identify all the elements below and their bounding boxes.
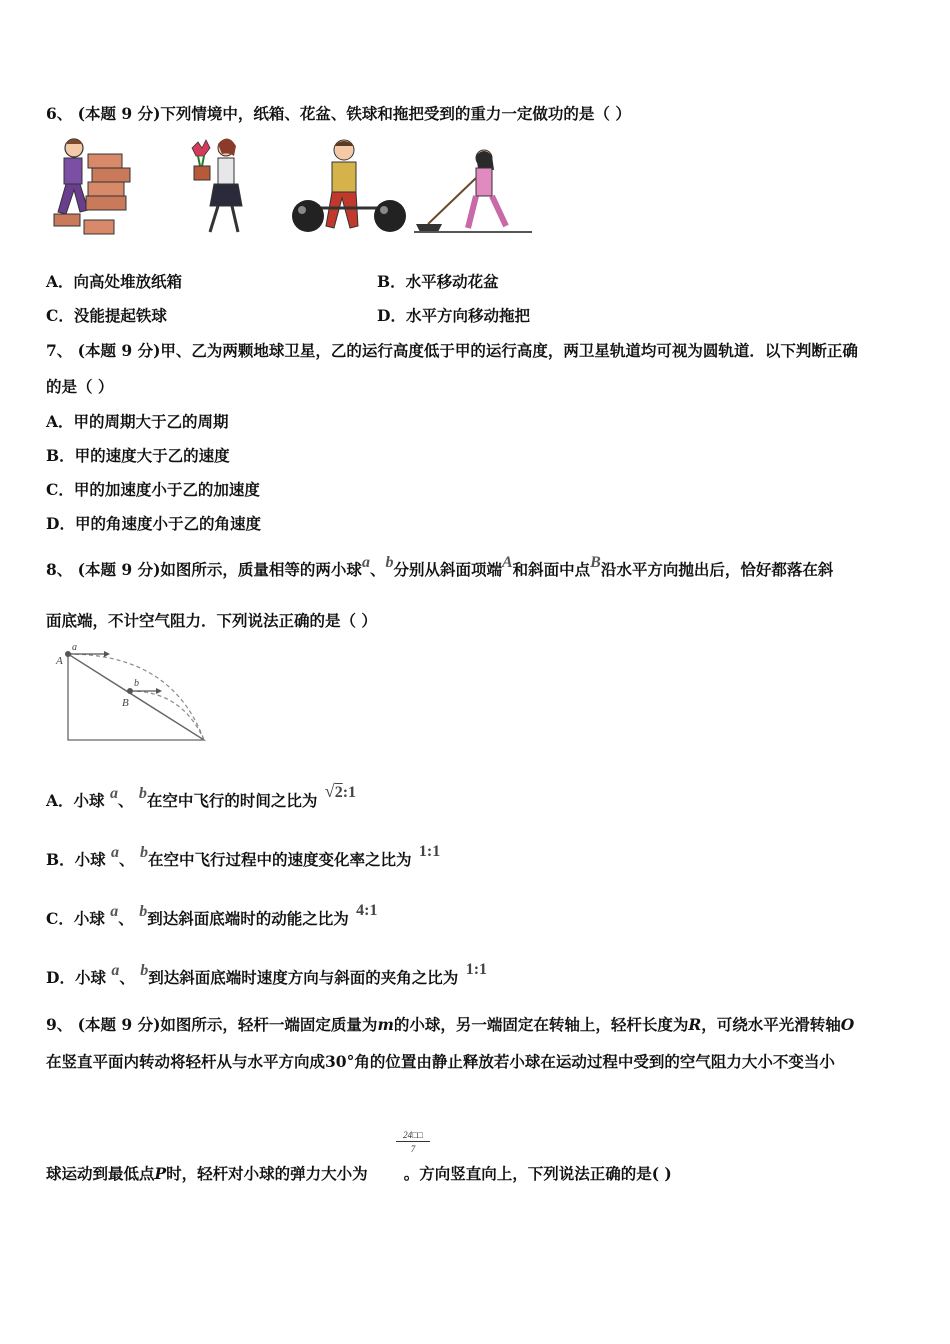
woman-mopping-floor-image bbox=[414, 150, 532, 232]
q9-var-m: m bbox=[377, 1015, 394, 1034]
q8-option-c-text: 到达斜面底端时的动能之比为 bbox=[147, 909, 349, 928]
q8-option-c-ratio: 4:1 bbox=[356, 902, 378, 919]
q6-option-a[interactable]: A．向高处堆放纸箱 bbox=[46, 272, 183, 291]
q8-stem-part2: 分别从斜面项端 bbox=[393, 560, 502, 579]
q7-stem-line2: 的是（ ） bbox=[46, 377, 114, 396]
q6-option-b[interactable]: B．水平移动花盆 bbox=[377, 272, 499, 291]
q8-option-b-letter: B． bbox=[46, 850, 75, 869]
q9-l3a: 球运动到最低点 bbox=[46, 1164, 155, 1183]
q9-stem-line2: 在竖直平面内转动将轻杆从与水平方向成30°角的位置由静止释放若小球在运动过程中受到的空气阻力大小不变当小 bbox=[46, 1052, 835, 1071]
q8-var-A: A bbox=[501, 554, 513, 571]
q9-l3b: 时，轻杆对小球的弹力大小为 bbox=[166, 1164, 368, 1183]
q7-option-b[interactable]: B．甲的速度大于乙的速度 bbox=[46, 446, 230, 465]
q8-option-d-sep: 、 bbox=[119, 968, 135, 987]
q6-illustrations bbox=[44, 134, 534, 242]
q7-stem-line1: 7、 (本题 9 分)甲、乙为两颗地球卫星，乙的运行高度低于甲的运行高度，两卫星轨道均可视为圆轨道．以下判断正确 bbox=[46, 341, 858, 360]
q8-option-c-prefix: 小球 bbox=[73, 909, 105, 928]
fig-label-A: A bbox=[56, 655, 63, 667]
q8-option-a-prefix: 小球 bbox=[73, 791, 105, 810]
q8-option-a-var-a: a bbox=[109, 785, 118, 802]
q8-stem-part3: 和斜面中点 bbox=[512, 560, 591, 579]
q8-option-b-var-a: a bbox=[111, 844, 120, 861]
q8-option-c-var-b: b bbox=[139, 903, 148, 920]
q8-option-b-sep: 、 bbox=[119, 850, 135, 869]
q8-option-d-prefix: 小球 bbox=[74, 968, 106, 987]
q6-option-d[interactable]: D．水平方向移动拖把 bbox=[377, 306, 530, 325]
q8-option-c[interactable] bbox=[46, 902, 378, 929]
q9-stem-line3 bbox=[46, 1162, 672, 1184]
q9-l1c: ，可绕水平光滑转轴 bbox=[701, 1015, 841, 1034]
q8-option-b-var-b: b bbox=[139, 844, 148, 861]
q7-option-d[interactable]: D．甲的角速度小于乙的角速度 bbox=[46, 514, 261, 533]
q8-option-c-sep: 、 bbox=[118, 909, 134, 928]
q8-var-a: a bbox=[361, 554, 370, 571]
q8-var-B: B bbox=[590, 554, 601, 571]
q9-stem-line1 bbox=[46, 1013, 854, 1035]
q8-option-d-var-b: b bbox=[140, 962, 149, 979]
q8-option-d-text: 到达斜面底端时速度方向与斜面的夹角之比为 bbox=[148, 968, 459, 987]
q9-l1a: 9、 (本题 9 分)如图所示，轻杆一端固定质量为 bbox=[46, 1015, 378, 1034]
woman-carrying-flowerpot-image bbox=[192, 138, 242, 232]
q6-option-c[interactable]: C．没能提起铁球 bbox=[46, 306, 167, 325]
q8-stem-part4: 沿水平方向抛出后，恰好都落在斜 bbox=[600, 560, 834, 579]
q8-stem-line2: 面底端，不计空气阻力．下列说法正确的是（ ） bbox=[46, 611, 377, 630]
q9-var-O: O bbox=[840, 1015, 855, 1034]
q8-option-b-prefix: 小球 bbox=[74, 850, 106, 869]
q9-l3c: 。方向竖直向上，下列说法正确的是( ) bbox=[403, 1164, 672, 1183]
q9-fraction-denominator: 7 bbox=[410, 1144, 416, 1154]
q6-stem: 6、 (本题 9 分)下列情境中，纸箱、花盆、铁球和拖把受到的重力一定做功的是（ ） bbox=[46, 104, 631, 123]
fig-label-B: B bbox=[122, 697, 129, 709]
q9-var-P: P bbox=[154, 1164, 167, 1183]
q8-option-c-var-a: a bbox=[110, 903, 119, 920]
q8-option-a-sep: 、 bbox=[117, 791, 134, 810]
q8-option-d[interactable] bbox=[46, 961, 488, 988]
q9-var-R: R bbox=[688, 1015, 702, 1034]
q9-l1b: 的小球，另一端固定在转轴上，轻杆长度为 bbox=[393, 1015, 689, 1034]
q7-option-a[interactable]: A．甲的周期大于乙的周期 bbox=[46, 412, 229, 431]
q9-fraction-numerator: 24□□ bbox=[396, 1130, 430, 1142]
q8-option-b-ratio: 1:1 bbox=[418, 843, 441, 860]
fig-label-b: b bbox=[134, 678, 139, 689]
q8-var-b: b bbox=[385, 554, 394, 571]
q8-option-b-text: 在空中飞行过程中的速度变化率之比为 bbox=[147, 850, 412, 869]
q8-option-d-letter: D． bbox=[46, 968, 75, 987]
q8-stem-part1: 8、 (本题 9 分)如图所示，质量相等的两小球 bbox=[46, 560, 362, 579]
fig-label-a: a bbox=[72, 644, 77, 653]
q8-option-d-var-a: a bbox=[111, 962, 120, 979]
man-lifting-iron-balls-image bbox=[292, 140, 406, 232]
q8-option-a-text: 在空中飞行的时间之比为 bbox=[146, 791, 318, 810]
q8-option-a-var-b: b bbox=[138, 785, 147, 802]
q8-incline-figure bbox=[52, 644, 214, 746]
q8-option-a-ratio: √2:1 bbox=[324, 781, 357, 801]
q9-force-fraction bbox=[396, 1130, 430, 1154]
q8-sep: 、 bbox=[369, 560, 386, 579]
q8-stem-line1 bbox=[46, 554, 834, 580]
q7-option-c[interactable]: C．甲的加速度小于乙的加速度 bbox=[46, 480, 260, 499]
q8-option-a-letter: A． bbox=[46, 791, 74, 810]
q8-option-b[interactable] bbox=[46, 843, 441, 870]
person-stacking-boxes-image bbox=[54, 139, 130, 234]
q8-option-d-ratio: 1:1 bbox=[465, 961, 488, 978]
q8-option-a[interactable] bbox=[46, 781, 357, 811]
q8-option-c-letter: C． bbox=[46, 909, 74, 928]
